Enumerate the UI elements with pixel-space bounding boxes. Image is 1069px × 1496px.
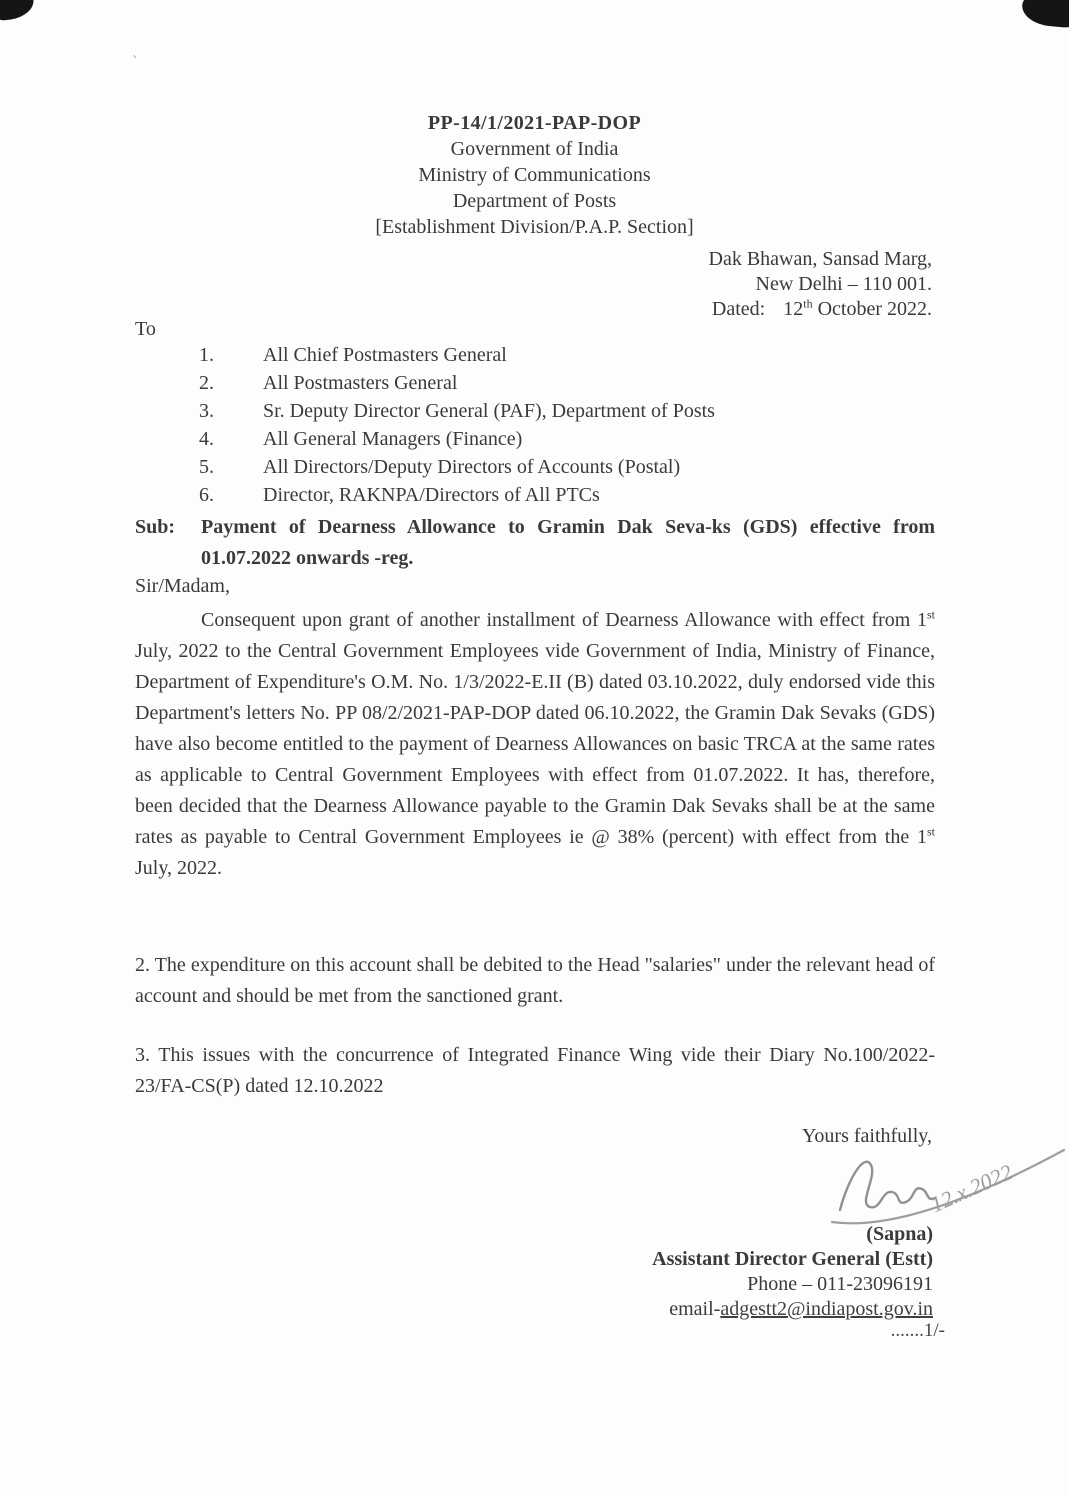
closing-phrase: Yours faithfully,: [801, 1125, 932, 1147]
item-number: 5.: [199, 456, 214, 478]
list-item: [199, 341, 715, 369]
office-address-block: [709, 247, 932, 322]
to-label: To: [135, 318, 156, 340]
salutation: Sir/Madam,: [135, 575, 230, 597]
scan-speck: `: [129, 53, 138, 71]
org-line-ministry: Ministry of Communications: [418, 164, 651, 186]
org-line-government: Government of India: [450, 138, 619, 160]
address-line-2: New Delhi – 110 001.: [755, 273, 932, 295]
signatory-name: (Sapna): [866, 1223, 933, 1245]
handwritten-date: 12.x.2022: [926, 1159, 1017, 1218]
signatory-phone: Phone – 011-23096191: [747, 1273, 933, 1295]
address-line-1: Dak Bhawan, Sansad Marg,: [708, 248, 932, 270]
item-text: All Postmasters General: [263, 372, 458, 394]
org-line-department: Department of Posts: [452, 190, 617, 212]
scan-artifact-top-left: [0, 0, 36, 22]
paragraph-text: July, 2022 to the Central Government Employees vide Government of India, Ministry of Finance, Department of Expenditure's O.M. No. 1/3/2022-E.II (B) dated 03.10.2022, duly endorsed vide this Department's letters No. PP 08/2/2021-PAP-DOP dated 06.10.2022, the Gramin Dak Sevaks (GDS) have also become entitled to the payment of Dearness Allowances on basic TRCA at the same rates as applicable to Central Government Employees with effect from 01.07.2022. It has, therefore, been decided that the Dearness Allowance payable to the Gramin Dak Sevaks shall be at the same rates as payable to Central Government Employees ie @ 38% (percent) with effect from the 1: [135, 640, 935, 848]
email-prefix: email-: [669, 1298, 721, 1320]
date-label: Dated:: [711, 298, 766, 320]
list-item: [199, 453, 715, 481]
item-number: 4.: [199, 428, 214, 450]
signatory-block: [652, 1222, 933, 1322]
letterhead: [0, 110, 1069, 240]
list-item: [199, 425, 715, 453]
subject-label: Sub:: [135, 516, 176, 538]
item-text: Sr. Deputy Director General (PAF), Department of Posts: [263, 400, 715, 422]
signatory-email-line: [652, 1297, 933, 1322]
date-day: 12: [783, 298, 804, 320]
handwritten-signature: [818, 1136, 1068, 1236]
item-text: Director, RAKNPA/Directors of All PTCs: [263, 484, 600, 506]
body-paragraph-3: 3. This issues with the concurrence of Integrated Finance Wing vide their Diary No.100/2022-23/FA-CS(P) dated 12.10.2022: [135, 1044, 935, 1097]
scan-artifact-top-right: [1021, 0, 1069, 28]
body-paragraph-1: [135, 605, 935, 884]
date-value: [783, 298, 932, 320]
item-text: All Chief Postmasters General: [263, 344, 507, 366]
list-item: [199, 369, 715, 397]
item-text: All Directors/Deputy Directors of Accounts (Postal): [263, 456, 681, 478]
ordinal-superscript: st: [926, 607, 935, 622]
body-paragraph-2: 2. The expenditure on this account shall be debited to the Head "salaries" under the relevant head of account and should be met from the sanctioned grant.: [135, 954, 935, 1007]
item-number: 2.: [199, 372, 214, 394]
ordinal-superscript: st: [926, 824, 935, 839]
list-item: [199, 481, 715, 509]
item-number: 6.: [199, 484, 214, 506]
page-continuation-mark: .......1/-: [890, 1320, 945, 1341]
reference-number: PP-14/1/2021-PAP-DOP: [427, 112, 642, 134]
email-address: adgestt2@indiapost.gov.in: [720, 1298, 933, 1320]
org-line-division: [Establishment Division/P.A.P. Section]: [375, 216, 694, 238]
date-line: [709, 297, 932, 322]
item-text: All General Managers (Finance): [263, 428, 523, 450]
paragraph-text: July, 2022.: [135, 857, 223, 879]
subject-text: Payment of Dearness Allowance to Gramin Dak Seva-ks (GDS) effective from 01.07.2022 onwards -reg.: [201, 516, 935, 569]
signatory-designation: Assistant Director General (Estt): [652, 1248, 933, 1270]
paragraph-text: Consequent upon grant of another installment of Dearness Allowance with effect from 1: [201, 609, 927, 631]
list-item: [199, 397, 715, 425]
subject-block: [135, 512, 935, 574]
date-rest: October 2022.: [812, 298, 932, 320]
item-number: 3.: [199, 400, 214, 422]
item-number: 1.: [199, 344, 214, 366]
recipient-list: [199, 341, 715, 509]
date-ordinal: th: [803, 296, 813, 311]
